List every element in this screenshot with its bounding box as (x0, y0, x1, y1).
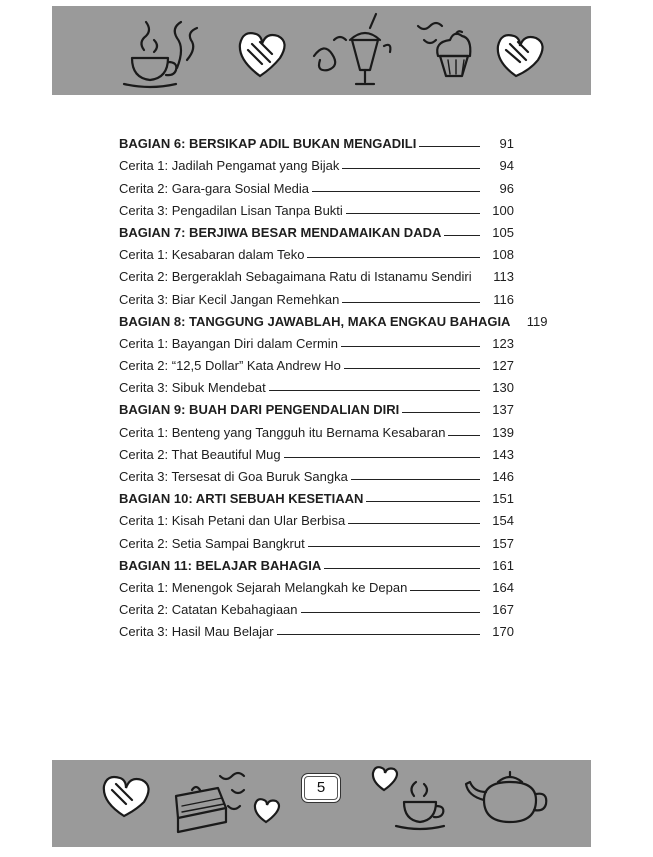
toc-entry-page: 170 (492, 624, 514, 640)
toc-entry-page: 91 (499, 136, 514, 152)
toc-story-row (119, 373, 514, 395)
toc-entry-title: BAGIAN 8: TANGGUNG JAWABLAH, MAKA ENGKAU BAHAGIA (119, 313, 511, 329)
toc-story-row (119, 173, 514, 195)
toc-entry-title: Cerita 1: Menengok Sejarah Melangkah ke Depan (119, 579, 408, 595)
toc-entry-page: 123 (492, 335, 514, 351)
toc-story-row (119, 151, 514, 173)
toc-leader-line (444, 235, 480, 236)
coffee-cup-icon (124, 22, 176, 87)
header-doodles (52, 6, 591, 95)
heart-icon (255, 799, 279, 822)
toc-entry-title: BAGIAN 10: ARTI SEBUAH KESETIAAN (119, 491, 364, 507)
toc-leader-line (366, 501, 480, 502)
toc-entry-page: 167 (492, 602, 514, 618)
toc-story-row (119, 417, 514, 439)
toc-entry-page: 119 (526, 313, 548, 329)
toc-entry-title: Cerita 3: Sibuk Mendebat (119, 380, 266, 396)
toc-entry-title: Cerita 1: Bayangan Diri dalam Cermin (119, 335, 338, 351)
toc-chapter-row (119, 395, 514, 417)
heart-icon (498, 35, 543, 76)
toc-leader-line (402, 412, 480, 413)
toc-leader-line (307, 257, 480, 258)
toc-entry-page: 137 (492, 402, 514, 418)
toc-leader-line (308, 546, 480, 547)
toc-story-row (119, 506, 514, 528)
toc-story-row (119, 595, 514, 617)
toc-chapter-row (119, 484, 514, 506)
toc-entry-page: 116 (493, 291, 514, 307)
toc-chapter-row (119, 551, 514, 573)
coffee-cup-icon (396, 782, 444, 829)
toc-entry-title: Cerita 3: Tersesat di Goa Buruk Sangka (119, 469, 348, 484)
toc-entry-page: 108 (492, 247, 514, 263)
toc-story-row (119, 440, 514, 462)
toc-entry-title: BAGIAN 11: BELAJAR BAHAGIA (119, 557, 322, 573)
toc-story-row (119, 351, 514, 373)
toc-chapter-row (119, 307, 548, 329)
toc-entry-page: 105 (492, 224, 514, 240)
toc-chapter-row (119, 218, 514, 240)
toc-entry-title: Cerita 2: Catatan Kebahagiaan (119, 602, 298, 618)
toc-entry-page: 100 (492, 202, 514, 218)
toc-entry-page: 146 (492, 469, 514, 484)
toc-entry-title: Cerita 3: Biar Kecil Jangan Remehkan (119, 291, 340, 307)
heart-icon (240, 33, 285, 76)
toc-story-row (119, 240, 514, 262)
toc-story-row (119, 617, 514, 639)
toc-leader-line (351, 479, 480, 480)
toc-entry-page: 154 (492, 513, 514, 529)
toc-story-row (119, 329, 514, 351)
toc-leader-line (324, 568, 480, 569)
toc-story-row (119, 462, 514, 484)
toc-entry-title: Cerita 2: Bergeraklah Sebagaimana Ratu di Istanamu Sendiri (119, 269, 472, 285)
milkshake-icon (350, 14, 390, 84)
toc-story-row (119, 262, 514, 284)
toc-entry-page: 164 (492, 579, 514, 595)
toc-entry-page: 130 (492, 380, 514, 396)
cupcake-icon (437, 31, 470, 76)
toc-entry-title: Cerita 2: Setia Sampai Bangkrut (119, 535, 305, 551)
toc-entry-page: 113 (493, 269, 514, 285)
toc-entry-title: Cerita 2: Gara-gara Sosial Media (119, 180, 310, 196)
toc-entry-title: Cerita 2: “12,5 Dollar” Kata Andrew Ho (119, 358, 341, 374)
toc-leader-line (341, 346, 480, 347)
toc-entry-page: 161 (492, 557, 514, 573)
toc-entry-page: 127 (492, 358, 514, 374)
squiggle-icon (314, 37, 346, 70)
toc-entry-title: Cerita 1: Benteng yang Tangguh itu Bernama Kesabaran (119, 424, 446, 440)
toc-entry-page: 96 (499, 180, 514, 196)
heart-icon (104, 777, 149, 816)
toc-leader-line (342, 168, 480, 169)
toc-leader-line (348, 523, 480, 524)
toc-entry-page: 151 (492, 491, 514, 507)
toc-entry-page: 143 (492, 446, 514, 462)
toc-leader-line (346, 213, 480, 214)
toc-leader-line (419, 146, 480, 147)
toc-entry-page: 157 (492, 535, 514, 551)
cake-slice-icon (176, 787, 226, 832)
toc-leader-line (277, 634, 480, 635)
heart-icon (373, 767, 397, 790)
toc-entry-title: Cerita 3: Pengadilan Lisan Tanpa Bukti (119, 202, 343, 218)
toc-chapter-row (119, 129, 514, 151)
toc-entry-title: Cerita 1: Kesabaran dalam Teko (119, 247, 305, 263)
toc-leader-line (410, 590, 480, 591)
toc-entry-title: BAGIAN 7: BERJIWA BESAR MENDAMAIKAN DADA (119, 224, 442, 240)
toc-entry-title: BAGIAN 6: BERSIKAP ADIL BUKAN MENGADILI (119, 136, 417, 152)
toc-leader-line (342, 302, 480, 303)
squiggle-icon (175, 22, 197, 68)
toc-story-row (119, 528, 514, 550)
toc-entry-page: 139 (492, 424, 514, 440)
toc-story-row (119, 196, 514, 218)
toc-entry-title: Cerita 3: Hasil Mau Belajar (119, 624, 274, 640)
toc-entry-page: 94 (499, 158, 514, 174)
table-of-contents (119, 129, 548, 640)
page-number: 5 (301, 773, 341, 803)
toc-entry-title: Cerita 1: Kisah Petani dan Ular Berbisa (119, 513, 346, 529)
toc-story-row (119, 284, 514, 306)
toc-entry-title: Cerita 1: Jadilah Pengamat yang Bijak (119, 158, 340, 174)
squiggle-icon (418, 23, 442, 43)
toc-entry-title: BAGIAN 9: BUAH DARI PENGENDALIAN DIRI (119, 402, 400, 418)
toc-story-row (119, 573, 514, 595)
header-band (52, 6, 591, 95)
toc-entry-title: Cerita 2: That Beautiful Mug (119, 446, 281, 462)
toc-leader-line (344, 368, 480, 369)
toc-leader-line (284, 457, 480, 458)
toc-leader-line (269, 390, 480, 391)
toc-leader-line (301, 612, 480, 613)
toc-leader-line (448, 435, 480, 436)
teapot-icon (466, 772, 546, 822)
toc-leader-line (312, 191, 480, 192)
